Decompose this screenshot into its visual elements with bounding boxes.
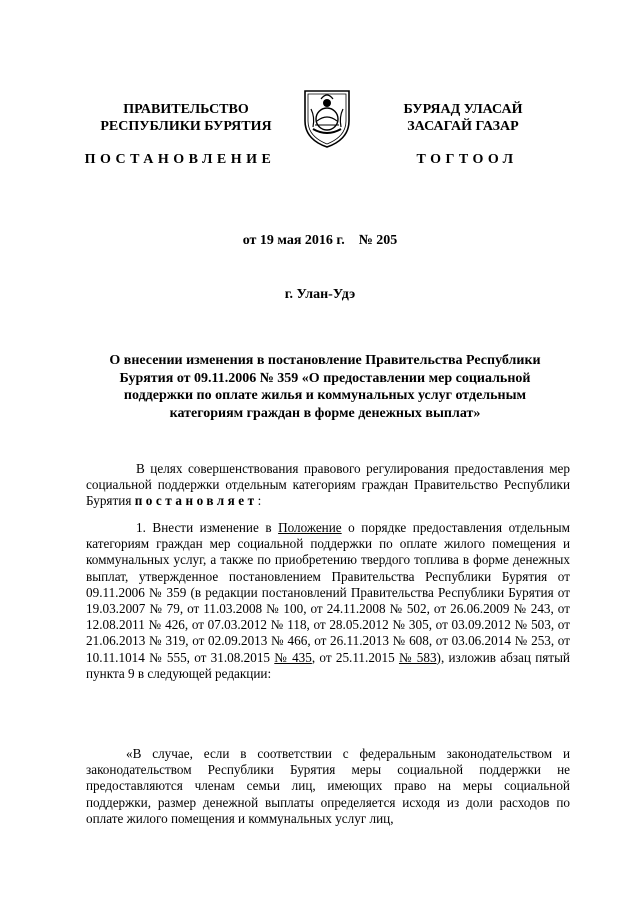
document-title: О внесении изменения в постановление Правительства Республики Бурятия от 09.11.2006 № 359 «О предоставлении мер социальной поддержки по оплате жилья и коммунальных услуг отдельным категориям граждан в форме денежных выплат»	[109, 353, 541, 421]
header-left-line1: ПРАВИТЕЛЬСТВО	[123, 102, 249, 117]
link-435[interactable]: № 435	[274, 649, 312, 665]
link-583[interactable]: № 583	[398, 649, 437, 665]
date-number-line	[0, 233, 640, 249]
doc-type-left: ПОСТАНОВЛЕНИЕ	[84, 152, 276, 167]
item1-mid1: о порядке предоставления отдельным категориям граждан мер социальной поддержки по оплате жилого помещения и коммунальных услуг, а также по приобретению твердого топлива в форме денежных выплат, утвержденное постановлением Правительства Республики Бурятия от 09.11.2006 № 359 (в редакции постановлений Правительства Республики Бурятия от 19.03.2007 № 79, от 11.03.2008 № 100, от 24.11.2008 № 502, от 26.06.2009 № 243, от 12.08.2011 № 426, от 07.03.2012 № 118, от 28.05.2012 № 305, от 03.09.2012 № 503, от 21.06.2013 № 319, от 02.09.2013 № 466, от 26.11.2013 № 608, от 03.06.2014 № 253, от 10.11.1014 № 555, от 31.08.2015	[86, 520, 570, 665]
coat-of-arms-icon	[299, 87, 355, 149]
preamble-text: В целях совершенствования правового регулирования предоставления мер социальной поддержки отдельным категориям граждан Правительство Республики Бурятия	[86, 461, 570, 509]
link-regulation[interactable]: Положение	[278, 520, 342, 535]
item1-end: ), изложив абзац пятый пункта 9 в следующей редакции:	[86, 649, 570, 681]
preamble-decree-word: постановляет	[134, 493, 258, 509]
paragraph-preamble	[86, 461, 570, 510]
paragraph-item-1	[86, 520, 570, 682]
header-left	[96, 101, 276, 135]
doc-type-right: ТОГТООЛ	[416, 152, 518, 167]
document-city: г. Улан-Удэ	[284, 287, 356, 302]
document-number: № 205	[358, 233, 398, 248]
header-left-line2: РЕСПУБЛИКИ БУРЯТИЯ	[100, 119, 272, 134]
paragraph-quote	[86, 746, 570, 827]
header-right-line1: БУРЯАД УЛАСАЙ	[403, 102, 523, 117]
item1-start: 1. Внести изменение в	[136, 520, 279, 535]
header-right-line2: ЗАСАГАЙ ГАЗАР	[407, 119, 519, 134]
preamble-end: :	[257, 493, 262, 509]
document-date: от 19 мая 2016 г.	[242, 233, 345, 248]
quote-text: «В случае, если в соответствии с федеральным законодательством и законодательством Республики Бурятия меры социальной поддержки не предоставляются членам семьи лиц, имеющих право на меры социальной поддержки, размер денежной выплаты определяется исходя из доли расходов по оплате жилого помещения и коммунальных услуг лиц,	[86, 746, 570, 826]
header-right	[388, 101, 538, 135]
item1-mid2: , от 25.11.2015	[311, 649, 399, 665]
